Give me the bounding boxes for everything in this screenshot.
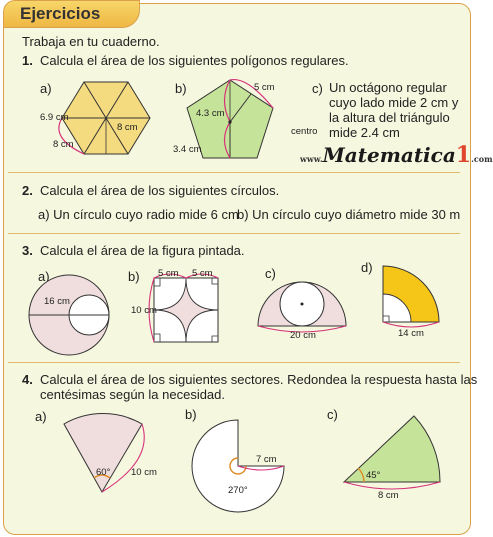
- q1-number: 1.: [22, 53, 33, 68]
- intro-text: Trabaja en tu cuaderno.: [22, 34, 160, 49]
- q2-number: 2.: [22, 183, 33, 198]
- q3-a-label: a): [38, 269, 50, 284]
- square-figure-b: [152, 276, 252, 376]
- q1-a-label: a): [40, 81, 52, 96]
- header-tab: [3, 0, 140, 28]
- sector-figure-c: [342, 416, 472, 516]
- q4-a-label: a): [35, 409, 47, 424]
- q1-c-label: c): [312, 81, 323, 96]
- q3-text: Calcula el área de la figura pintada.: [40, 243, 245, 258]
- site-logo: www.Matematica1.com: [300, 142, 493, 168]
- separator-2: [8, 233, 460, 234]
- q4-a-angle: 60°: [96, 467, 111, 478]
- q1-a-apothem: 6.9 cm: [40, 112, 69, 123]
- sector-figure-a: [62, 414, 162, 514]
- q2-a: a) Un círculo cuyo radio mide 6 cm: [38, 207, 239, 222]
- q4-b-label: b): [185, 407, 197, 422]
- q3-b-side: 10 cm: [131, 305, 157, 316]
- quarter-figure-d: [375, 264, 475, 364]
- q4-c-label: c): [327, 407, 338, 422]
- q1-text: Calcula el área de los siguientes polígonos regulares.: [40, 53, 349, 68]
- q3-d-label: d): [361, 260, 373, 275]
- q1-b-center-label: centro: [291, 126, 318, 137]
- q3-c-dim: 20 cm: [290, 330, 316, 341]
- q1-b-label: b): [175, 81, 187, 96]
- q1-a-center: 8 cm: [117, 122, 138, 133]
- q1-c-line2: cuyo lado mide 2 cm y: [329, 95, 459, 110]
- header-title: Ejercicios: [20, 4, 101, 23]
- q2-text: Calcula el área de los siguientes círculos.: [40, 183, 280, 198]
- q4-b-angle: 270°: [228, 485, 248, 496]
- circle-figure-a: [24, 270, 124, 370]
- q1-a-side: 8 cm: [53, 139, 74, 150]
- pentagon-figure: [185, 78, 285, 178]
- q4-line2: centésimas según la necesidad.: [40, 387, 226, 402]
- q3-a-dim: 16 cm: [44, 296, 70, 307]
- q1-b-apothem: 4.3 cm: [196, 108, 225, 119]
- q4-c-base: 8 cm: [378, 490, 399, 501]
- q4-c-angle: 45°: [366, 470, 381, 481]
- q1-c-line1: Un octágono regular: [329, 80, 447, 95]
- q1-b-lower: 3.4 cm: [173, 144, 202, 155]
- q4-number: 4.: [22, 372, 33, 387]
- q1-c-line3: la altura del triángulo: [329, 110, 450, 125]
- q3-b-label: b): [128, 269, 140, 284]
- q3-number: 3.: [22, 243, 33, 258]
- q2-b: b) Un círculo cuyo diámetro mide 30 m: [237, 207, 461, 222]
- q3-c-label: c): [265, 266, 276, 281]
- q1-b-side: 5 cm: [254, 82, 275, 93]
- sector-figure-b: [196, 418, 296, 518]
- separator-3: [8, 362, 460, 363]
- q3-b-top1: 5 cm: [158, 268, 179, 279]
- q4-b-radius: 7 cm: [256, 454, 277, 465]
- q1-c-line4: mide 2.4 cm: [329, 125, 400, 140]
- q4-a-radius: 10 cm: [131, 467, 157, 478]
- q3-b-top2: 5 cm: [192, 268, 213, 279]
- semicircle-figure-c: [256, 276, 356, 376]
- q3-d-dim: 14 cm: [398, 328, 424, 339]
- separator-1: [8, 172, 460, 173]
- q4-line1: Calcula el área de los siguientes sectores. Redondea la respuesta hasta las: [40, 372, 478, 387]
